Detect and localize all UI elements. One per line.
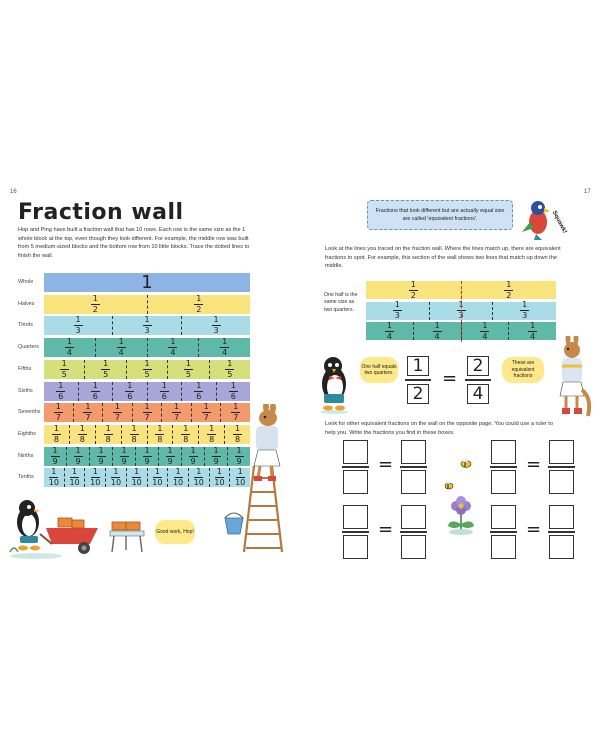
wall-row-sevenths (44, 403, 250, 422)
numerator-box: 1 (407, 356, 429, 376)
wall-block (112, 316, 181, 335)
answer-fraction (400, 505, 427, 559)
answer-fraction (490, 440, 517, 494)
wall-row-fifths (44, 360, 250, 379)
fraction-label: $\frac{1}{10}$ (193, 467, 204, 488)
page-number-right: 17 (584, 189, 591, 195)
fraction-label: $\frac{1}{5}$ (227, 358, 233, 379)
wall-block (121, 425, 147, 444)
row-label-tenths: Tenths (18, 474, 34, 481)
equals-sign: = (526, 519, 542, 540)
wall-block (44, 360, 84, 379)
row-label-ninths: Ninths (18, 452, 34, 459)
fraction-label: $\frac{1}{8}$ (235, 423, 241, 444)
instruction-text-2: Look for other equivalent fractions on the wall on the opposite page. You could use a ruler to help you. Write the fractions you find in these boxes. (325, 421, 553, 436)
wall-row-quarters (44, 338, 250, 357)
penguin-illustration (314, 352, 354, 414)
wall-block (147, 425, 173, 444)
fraction-label: $\frac{1}{4}$ (66, 337, 72, 358)
fraction-label: $\frac{1}{9}$ (121, 445, 127, 466)
fraction-label: $\frac{1}{2}$ (506, 279, 512, 300)
mini-block (461, 281, 557, 299)
fraction-label: $\frac{1}{7}$ (55, 402, 61, 423)
penguin-wheelbarrow-illustration (6, 492, 106, 560)
wall-block (147, 295, 251, 314)
example-fraction-one-half (405, 356, 431, 404)
wall-block (84, 360, 125, 379)
fraction-label: $\frac{1}{9}$ (98, 445, 104, 466)
fraction-label: $\frac{1}{3}$ (522, 300, 528, 320)
fraction-label: $\frac{1}{8}$ (183, 423, 189, 444)
mini-block (366, 322, 413, 340)
wall-block (147, 468, 168, 487)
fraction-label: $\frac{1}{6}$ (58, 380, 64, 401)
fraction-label: $\frac{1}{7}$ (144, 402, 150, 423)
mini-block (366, 281, 461, 299)
whole-numeral: 1 (141, 272, 153, 293)
denominator-answer-box[interactable] (401, 470, 426, 494)
wall-block (172, 425, 198, 444)
numerator-answer-box[interactable] (401, 505, 426, 529)
wall-block (44, 468, 64, 487)
wall-block (44, 382, 78, 401)
fraction-label: $\frac{1}{10}$ (90, 467, 101, 488)
example-fraction-two-quarters (465, 356, 491, 404)
wall-block (112, 382, 147, 401)
wall-block (158, 447, 181, 466)
fraction-label: $\frac{1}{8}$ (131, 423, 137, 444)
row-label-halves: Halves (18, 300, 35, 307)
numerator-answer-box[interactable] (491, 440, 516, 464)
fraction-label: $\frac{1}{8}$ (157, 423, 163, 444)
fraction-label: $\frac{1}{8}$ (105, 423, 111, 444)
fraction-label: $\frac{1}{3}$ (144, 315, 150, 336)
denominator-answer-box[interactable] (343, 470, 368, 494)
one-half-note: One half is the same size as two quarters. (324, 292, 358, 313)
wall-block (112, 447, 135, 466)
fraction-label: $\frac{1}{10}$ (48, 467, 59, 488)
wall-block (44, 273, 250, 292)
wall-block (209, 360, 250, 379)
wall-block (167, 468, 188, 487)
mini-block (366, 302, 429, 320)
fraction-label: $\frac{1}{6}$ (127, 380, 133, 401)
wall-block (188, 468, 209, 487)
fraction-label: $\frac{1}{6}$ (92, 380, 98, 401)
wall-block (198, 425, 224, 444)
wall-block (73, 403, 103, 422)
wall-row-eighths (44, 425, 250, 444)
fraction-label: $\frac{1}{10}$ (110, 467, 122, 488)
equals-sign: = (526, 454, 542, 475)
kangaroo-ladder-illustration (238, 404, 294, 554)
fraction-label: $\frac{1}{7}$ (203, 402, 209, 423)
wall-block (89, 447, 112, 466)
row-label-eighths: Eighths (18, 430, 36, 437)
wall-block (44, 403, 73, 422)
fraction-label: $\frac{1}{5}$ (61, 358, 67, 379)
wall-block (44, 338, 95, 357)
page-number-left: 16 (10, 189, 17, 195)
wall-block (198, 338, 250, 357)
answer-fraction (548, 440, 575, 494)
flower-illustration (444, 494, 478, 536)
denominator-box: 2 (407, 384, 429, 404)
wall-block (135, 447, 158, 466)
wall-block (167, 360, 208, 379)
wall-row-halves (44, 295, 250, 314)
wall-block (191, 403, 221, 422)
bee-icon (441, 479, 457, 491)
fraction-label: $\frac{1}{7}$ (85, 402, 91, 423)
denominator-answer-box[interactable] (549, 470, 574, 494)
fraction-label: $\frac{1}{8}$ (79, 423, 85, 444)
fraction-label: $\frac{1}{10}$ (152, 467, 163, 488)
wall-block (147, 382, 182, 401)
fraction-label: $\frac{1}{9}$ (144, 445, 150, 466)
matching-line (461, 281, 462, 342)
wall-row-sixths (44, 382, 250, 401)
fraction-label: $\frac{1}{9}$ (75, 445, 81, 466)
wall-block (95, 338, 147, 357)
answer-fraction (548, 505, 575, 559)
fraction-label: $\frac{1}{4}$ (386, 320, 392, 341)
equals-sign: = (378, 519, 394, 540)
wall-block (204, 447, 227, 466)
wall-block (209, 468, 230, 487)
wall-block (126, 468, 147, 487)
fraction-label: $\frac{1}{8}$ (209, 423, 215, 444)
wall-row-whole (44, 273, 250, 292)
wall-block (147, 338, 199, 357)
fraction-label: $\frac{1}{3}$ (75, 315, 81, 336)
denominator-answer-box[interactable] (549, 535, 574, 559)
wall-block (161, 403, 191, 422)
mini-block (413, 322, 461, 340)
fraction-label: $\frac{1}{10}$ (172, 467, 184, 488)
wall-block (181, 447, 204, 466)
denominator-box: 4 (467, 384, 489, 404)
fraction-label: $\frac{1}{4}$ (434, 320, 440, 341)
row-label-thirds: Thirds (18, 322, 33, 329)
numerator-answer-box[interactable] (549, 505, 574, 529)
fraction-label: $\frac{1}{4}$ (530, 320, 536, 341)
fraction-label: $\frac{1}{3}$ (213, 315, 219, 336)
wall-block (44, 295, 147, 314)
squawk-text: Squawk! (550, 210, 568, 235)
fraction-label: $\frac{1}{7}$ (233, 402, 239, 423)
mini-block (492, 302, 556, 320)
wall-row-ninths (44, 447, 250, 466)
fraction-label: $\frac{1}{10}$ (235, 467, 246, 488)
fraction-label: $\frac{1}{2}$ (92, 293, 98, 314)
wall-block (84, 468, 105, 487)
equivalent-fractions-callout: Fractions that look different but are actually equal size are called 'equivalent fractions'. (367, 200, 513, 230)
fraction-label: $\frac{1}{10}$ (131, 467, 142, 488)
numerator-answer-box[interactable] (343, 440, 368, 464)
wall-block (66, 447, 89, 466)
wall-block (216, 382, 251, 401)
fraction-label: $\frac{1}{4}$ (118, 337, 124, 358)
numerator-box: 2 (467, 356, 489, 376)
wall-block (181, 382, 216, 401)
fraction-label: $\frac{1}{9}$ (52, 445, 58, 466)
page-title: Fraction wall (18, 200, 184, 225)
fraction-label: $\frac{1}{9}$ (167, 445, 173, 466)
answer-fraction (490, 505, 517, 559)
wall-block (69, 425, 95, 444)
wall-block (95, 425, 121, 444)
kangaroo-illustration (548, 336, 594, 420)
answer-fraction (400, 440, 427, 494)
fraction-label: $\frac{1}{5}$ (185, 358, 191, 379)
fraction-label: $\frac{1}{6}$ (196, 380, 202, 401)
fraction-label: $\frac{1}{2}$ (410, 279, 416, 300)
fraction-label: $\frac{1}{9}$ (190, 445, 196, 466)
numerator-answer-box[interactable] (549, 440, 574, 464)
fraction-label: $\frac{1}{5}$ (144, 358, 150, 379)
wall-block (44, 425, 69, 444)
wall-block (64, 468, 85, 487)
fraction-label: $\frac{1}{4}$ (222, 337, 228, 358)
denominator-answer-box[interactable] (401, 535, 426, 559)
speech-bubble-equivalent: These are equivalent fractions (502, 357, 544, 383)
equals-sign: = (378, 454, 394, 475)
fraction-label: $\frac{1}{3}$ (394, 300, 400, 320)
row-label-whole: Whole (18, 279, 34, 285)
fraction-label: $\frac{1}{9}$ (213, 445, 219, 466)
wall-block (44, 447, 66, 466)
wall-block (105, 468, 126, 487)
wall-row-thirds (44, 316, 250, 335)
row-label-sevenths: Sevenths (18, 409, 41, 416)
denominator-answer-box[interactable] (491, 535, 516, 559)
brick-table-illustration (108, 518, 148, 554)
answer-fraction (342, 440, 369, 494)
equals-sign: = (442, 368, 458, 389)
row-label-quarters: Quarters (18, 344, 39, 351)
instruction-text-1: Look at the lines you traced on the fraction wall. Where the lines match up, there are equivalent fractions to spot. For example, this section of the wall shows two lines that match up down the middle. (325, 246, 561, 270)
intro-text: Hop and Ping have built a fraction wall that has 10 rows. Each row is the same size as the 1 whole block at the top, even though they look different. For example, the middle row was built from 5 medium-sized blocks and the bottom row from 10 little blocks. Trace the dotted lines to finish the wall. (18, 227, 250, 259)
denominator-answer-box[interactable] (343, 535, 368, 559)
wall-block (78, 382, 113, 401)
numerator-answer-box[interactable] (401, 440, 426, 464)
fraction-label: $\frac{1}{10}$ (69, 467, 80, 488)
fraction-label: $\frac{1}{5}$ (103, 358, 109, 379)
numerator-answer-box[interactable] (343, 505, 368, 529)
fraction-label: $\frac{1}{7}$ (114, 402, 120, 423)
fraction-label: $\frac{1}{4}$ (170, 337, 176, 358)
row-label-sixths: Sixths (18, 387, 33, 394)
wall-block (44, 316, 112, 335)
fraction-label: $\frac{1}{6}$ (230, 380, 236, 401)
wall-block (181, 316, 250, 335)
fraction-label: $\frac{1}{7}$ (174, 402, 180, 423)
fraction-label: $\frac{1}{3}$ (458, 300, 464, 320)
answer-fraction (342, 505, 369, 559)
wall-block (126, 360, 167, 379)
numerator-answer-box[interactable] (491, 505, 516, 529)
fraction-label: $\frac{1}{6}$ (161, 380, 167, 401)
speech-bubble-good-work: Good work, Hop! (155, 520, 195, 544)
fraction-label: $\frac{1}{10}$ (214, 467, 225, 488)
fraction-label: $\frac{1}{4}$ (482, 320, 488, 341)
wall-block (102, 403, 132, 422)
wall-block (132, 403, 162, 422)
fraction-label: $\frac{1}{9}$ (236, 445, 242, 466)
speech-bubble-one-half: One half equals two quarters. (360, 357, 398, 383)
mini-block (461, 322, 509, 340)
wall-row-tenths (44, 468, 250, 487)
row-label-fifths: Fifths (18, 365, 32, 372)
fraction-label: $\frac{1}{8}$ (53, 423, 59, 444)
denominator-answer-box[interactable] (491, 470, 516, 494)
bee-icon (456, 456, 476, 470)
fraction-label: $\frac{1}{2}$ (196, 293, 202, 314)
